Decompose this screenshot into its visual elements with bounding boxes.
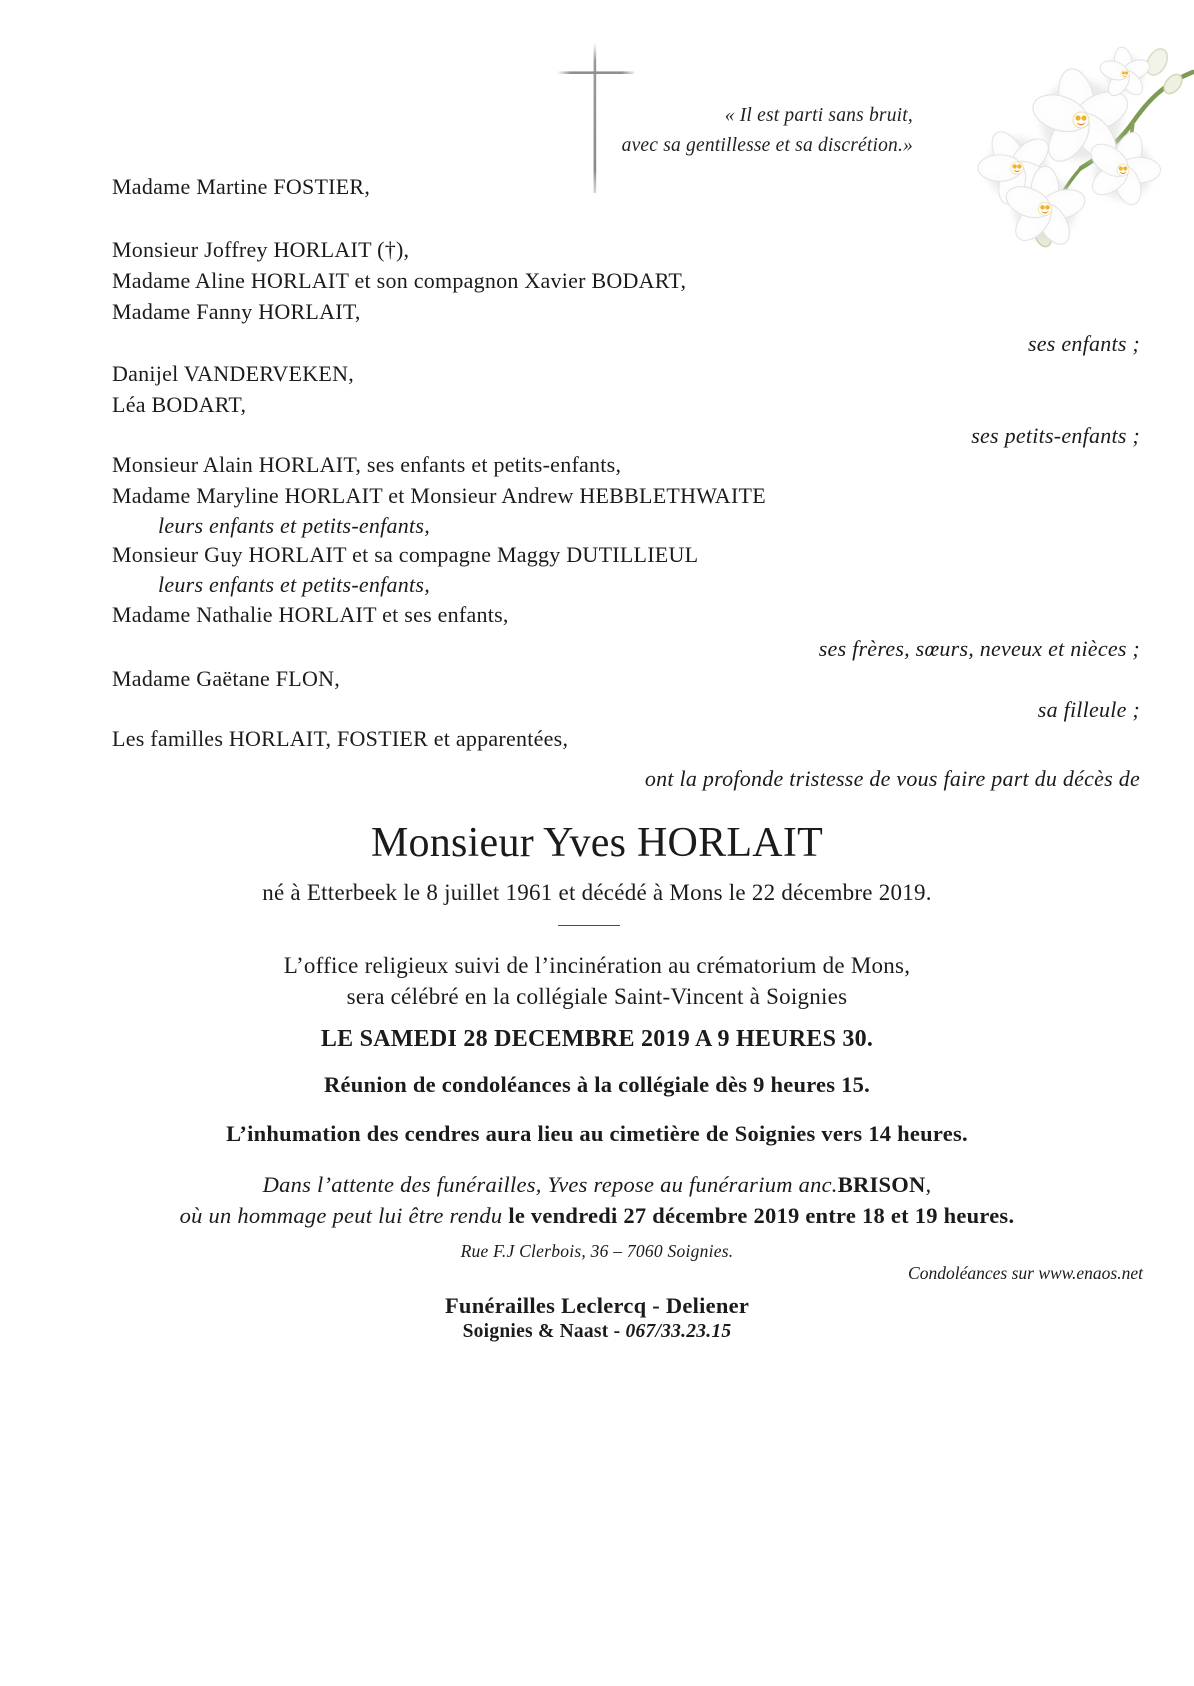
family-line: Madame Fanny HORLAIT,	[112, 299, 361, 324]
family-line: Madame Gaëtane FLON,	[112, 666, 340, 691]
family-line: Madame Nathalie HORLAIT et ses enfants,	[112, 602, 509, 627]
orchid-flowers-image	[905, 28, 1194, 250]
funeral-home-phone: 067/33.23.15	[625, 1321, 732, 1342]
family-line: Léa BODART,	[112, 392, 247, 417]
condolence-meeting-line: Réunion de condoléances à la collégiale dès 9 heures 15.	[323, 1072, 871, 1097]
memorial-quote-line2: avec sa gentillesse et sa discrétion.»	[621, 135, 913, 156]
family-line: Madame Martine FOSTIER,	[112, 174, 371, 199]
ashes-burial-line: L’inhumation des cendres aura lieu au cimetière de Soignies vers 14 heures.	[226, 1121, 968, 1146]
family-line: Monsieur Joffrey HORLAIT (†),	[112, 237, 410, 262]
family-line: Les familles HORLAIT, FOSTIER et apparentées,	[112, 726, 569, 751]
family-line: Madame Aline HORLAIT et son compagnon Xavier BODART,	[112, 268, 687, 293]
family-line: Danijel VANDERVEKEN,	[112, 361, 354, 386]
funerarium-rest-end: ,	[925, 1172, 932, 1197]
funerarium-rest-text: Dans l’attente des funérailles, Yves repose au funérarium anc.	[262, 1172, 838, 1197]
memorial-quote	[450, 101, 913, 161]
funeral-home-name: Funérailles Leclercq - Deliener	[444, 1293, 750, 1318]
relationship-label: ses enfants ;	[1027, 331, 1140, 356]
family-line: Madame Maryline HORLAIT et Monsieur Andrew HEBBLETHWAITE	[112, 483, 766, 508]
memorial-quote-line1: « Il est parti sans bruit,	[724, 105, 913, 126]
ceremony-datetime-line: LE SAMEDI 28 DECEMBRE 2019 A 9 HEURES 30.	[320, 1026, 874, 1052]
family-line: Monsieur Guy HORLAIT et sa compagne Maggy DUTILLIEUL	[112, 542, 699, 567]
section-divider	[558, 925, 620, 926]
homage-text: où un hommage peut lui être rendu	[179, 1203, 509, 1228]
ceremony-line-1: L’office religieux suivi de l’incinération au crématorium de Mons,	[283, 953, 911, 978]
family-line-indented: leurs enfants et petits-enfants,	[158, 513, 430, 538]
family-line-indented: leurs enfants et petits-enfants,	[158, 572, 430, 597]
ceremony-line-2: sera célébré en la collégiale Saint-Vincent à Soignies	[346, 984, 848, 1009]
announcement-intro-line: ont la profonde tristesse de vous faire part du décès de	[644, 766, 1140, 791]
life-dates-line: né à Etterbeek le 8 juillet 1961 et décédé à Mons le 22 décembre 2019.	[262, 880, 932, 905]
relationship-label: sa filleule ;	[1037, 697, 1140, 722]
funerarium-rest-line	[0, 1172, 1194, 1198]
homage-datetime: le vendredi 27 décembre 2019 entre 18 et 19 heures.	[508, 1203, 1015, 1228]
relationship-label: ses frères, sœurs, neveux et nièces ;	[818, 636, 1140, 661]
funerarium-name: BRISON	[837, 1172, 926, 1197]
online-condolences-link[interactable]: Condoléances sur www.enaos.net	[908, 1263, 1143, 1283]
funerarium-address: Rue F.J Clerbois, 36 – 7060 Soignies.	[460, 1241, 734, 1261]
funeral-home-location: Soignies & Naast -	[462, 1321, 626, 1342]
funeral-home-contact	[0, 1321, 1194, 1343]
deceased-name-title: Monsieur Yves HORLAIT	[370, 820, 824, 866]
homage-line	[0, 1203, 1194, 1229]
relationship-label: ses petits-enfants ;	[971, 423, 1140, 448]
family-line: Monsieur Alain HORLAIT, ses enfants et petits-enfants,	[112, 452, 622, 477]
